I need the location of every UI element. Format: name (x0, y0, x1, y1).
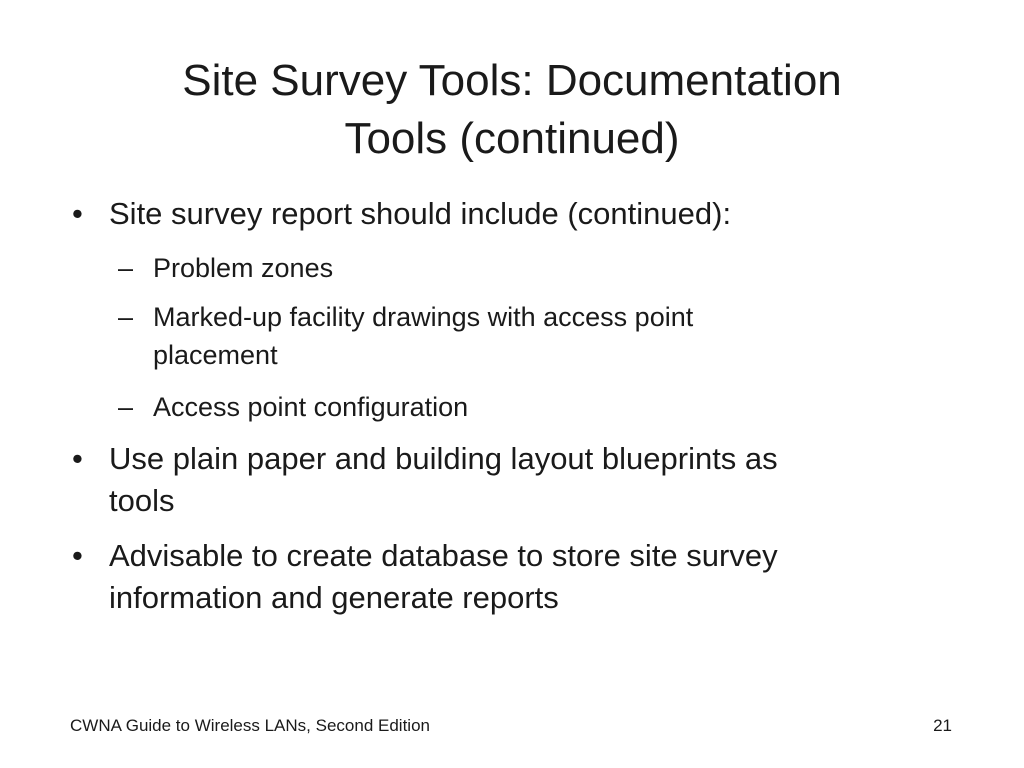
bullet-marker: • (72, 538, 83, 573)
dash-marker: – (118, 392, 134, 422)
title-line-1: Site Survey Tools: Documentation (182, 56, 842, 105)
bullet-marker: • (72, 196, 83, 231)
bullet-text (109, 438, 778, 522)
bullet-text-line-1: Use plain paper and building layout blueprints as (109, 441, 778, 476)
sub-item-text: Problem zones (153, 253, 334, 283)
bullet-marker: • (72, 441, 83, 476)
sub-item-text: Access point configuration (153, 392, 469, 422)
footer-source: CWNA Guide to Wireless LANs, Second Edition (70, 716, 430, 735)
bullet-text-line-2: information and generate reports (109, 580, 559, 615)
sub-item-text-line-1: Marked-up facility drawings with access point (153, 302, 694, 332)
bullet-text: Site survey report should include (continued): (109, 196, 732, 231)
dash-marker: – (118, 302, 134, 332)
sub-item-text (153, 298, 693, 374)
dash-marker: – (118, 253, 134, 283)
bullet-text-line-1: Advisable to create database to store site survey (109, 538, 778, 573)
page-number: 21 (933, 716, 952, 735)
bullet-text (109, 535, 778, 619)
sub-item-text-line-2: placement (153, 340, 278, 370)
title-line-2: Tools (continued) (344, 114, 680, 163)
bullet-text-line-2: tools (109, 483, 175, 518)
